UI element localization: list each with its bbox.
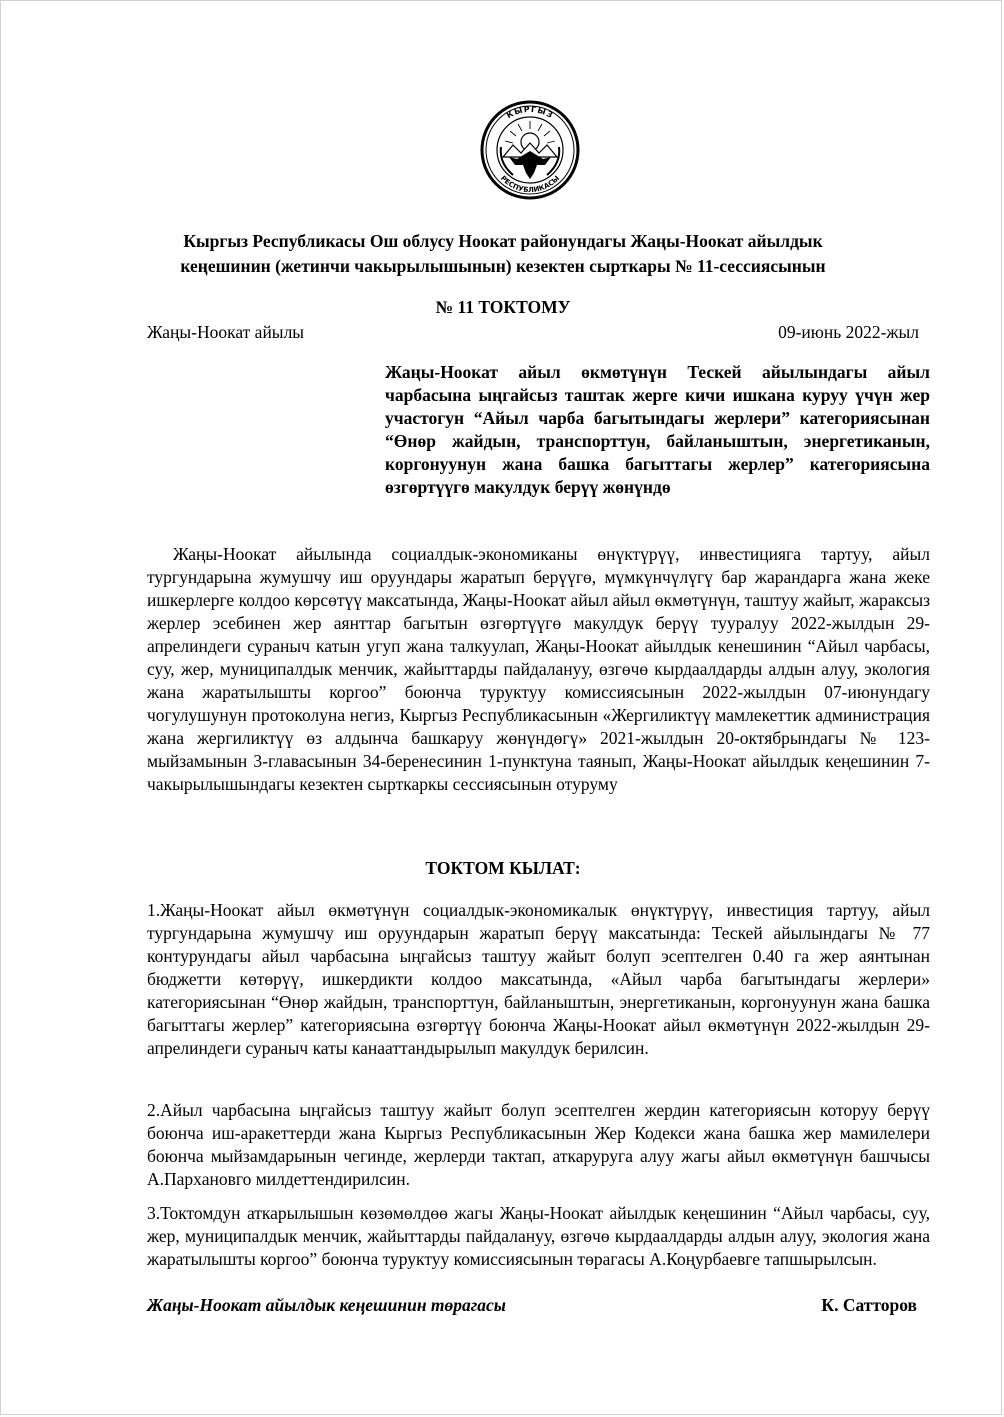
place: Жаңы-Ноокат айылы: [147, 322, 305, 342]
decision-item-1: 1.Жаңы-Ноокат айыл өкмөтүнүн социалдык-экономикалык өнүктүрүү, инвестиция тартуу, айыл тургундарына жумушчу иш оруундарын жаратып берүү максатында: Тескей айылындагы № 77 контурундагы айыл чарбасына ыңгайсыз таштуу жайыт болуп эсептелген 0.40 га жер аянтынан бюджетти көтөрүү, ишкердикти колдоо максатында, «Айыл чарба багытындагы жерлери» категориясынан “Өнөр жайдын, транспорттун, байланыштын, энергетиканын, коргонуунун жана башка багыттагы жерлер” категориясына өзгөртүү боюнча Жаңы-Ноокат айыл өкмөтүнүн 2022-жылдын 29-апрелиндеги сураныч каты канааттандырылып макулдук берилсин.: [147, 900, 930, 1058]
signature-name: К. Сатторов: [821, 1295, 917, 1315]
document-header: [121, 229, 885, 279]
resolution-number: № 11 ТОКТОМУ: [435, 297, 571, 317]
svg-text:КЫРГЫЗ: КЫРГЫЗ: [504, 104, 556, 121]
kyrgyz-state-emblem-icon: [479, 99, 581, 201]
signature-title: Жаңы-Ноокат айылдык кеңешинин төрагасы: [147, 1295, 506, 1315]
date: 09-июнь 2022-жыл: [778, 322, 919, 342]
decision-heading: ТОКТОМ КЫЛАТ:: [425, 858, 581, 878]
decision-item-2: 2.Айыл чарбасына ыңгайсыз таштуу жайыт болуп эсептелген жердин категориясын которуу берүү боюнча иш-аракеттерди жана Кыргыз Республикасынын Жер Кодекси жана башка жер мамилелери боюнча мыйзамдарынын чегинде, жерлерди тактап, аткаруруга алуу жагы айыл өкмөтүнүн башчысы А.Пархановго милдеттендирилсин.: [147, 1100, 930, 1189]
preamble-paragraph: Жаңы-Ноокат айылында социалдык-экономиканы өнүктүрүү, инвестицияга тартуу, айыл тургундарына жумушчу иш оруундары жаратып берүүгө, мүмкүнчүлүгү бар жарандарга жана жеке ишкерлерге колдоо көрсөтүү максатында, Жаңы-Ноокат айыл айыл өкмөтүнүн, таштуу жайыт, жараксыз жерлер эсебинен жер аянттар багытын өзгөртүүгө макулдук берүү тууралуу 2022-жылдын 29-апрелиндеги сураныч катын угуп жана талкуулап, Жаңы-Ноокат айылдык кенешинин “Айыл чарбасы, суу, жер, муниципалдык менчик, жайыттарды пайдалануу, өзгөчө кырдаалдарды алдын алуу, экология жана жаратылышты коргоо” боюнча туруктуу комиссиясынын 2022-жылдын 07-июнундагу чогулушунун протоколуна негиз, Кыргыз Республикасынын «Жергиликтүү мамлекеттик администрация жана жергиликтүү өз алдынча башкаруу жөнүндөгү» 2021-жылдын 20-октябрындагы № 123-мыйзамынын 3-главасынын 34-беренесинин 1-пунктуна таянып, Жаңы-Ноокат айылдык кеңешинин 7-чакырылышындагы кезектен сырткаркы сессиясынын отуруму: [147, 544, 930, 794]
header-line-2: кеңешинин (жетинчи чакырылышынын) кезектен сырткары № 11-сессиясынын: [180, 256, 826, 276]
header-line-1: Кыргыз Республикасы Ош облусу Ноокат районундагы Жаңы-Ноокат айылдык: [183, 231, 823, 251]
svg-text:РЕСПУБЛИКАСЫ: РЕСПУБЛИКАСЫ: [498, 174, 562, 195]
resolution-subject: Жаңы-Ноокат айыл өкмөтүнүн Тескей айылындагы айыл чарбасына ыңгайсыз таштак жерге кичи ишкана куруу үчүн жер участогун “Айыл чарба багытындагы жерлери” категориясынан “Өнөр жайдын, транспорттун, байланыштын, энергетиканын, коргонуунун жана башка багыттагы жерлер” категориясына өзгөртүүгө макулдук берүү жөнүндө: [385, 362, 930, 497]
decision-item-3: 3.Токтомдун аткарылышын көзөмөлдөө жагы Жаңы-Ноокат айылдык кеңешинин “Айыл чарбасы, суу, жер, муниципалдык менчик, жайыттарды пайдалануу, өзгөчө кырдаалдарды алдын алуу, экология жана жаратылышты коргоо” боюнча туруктуу комиссиясынын төрагасы А.Коңурбаевге тапшырылсын.: [147, 1203, 930, 1269]
